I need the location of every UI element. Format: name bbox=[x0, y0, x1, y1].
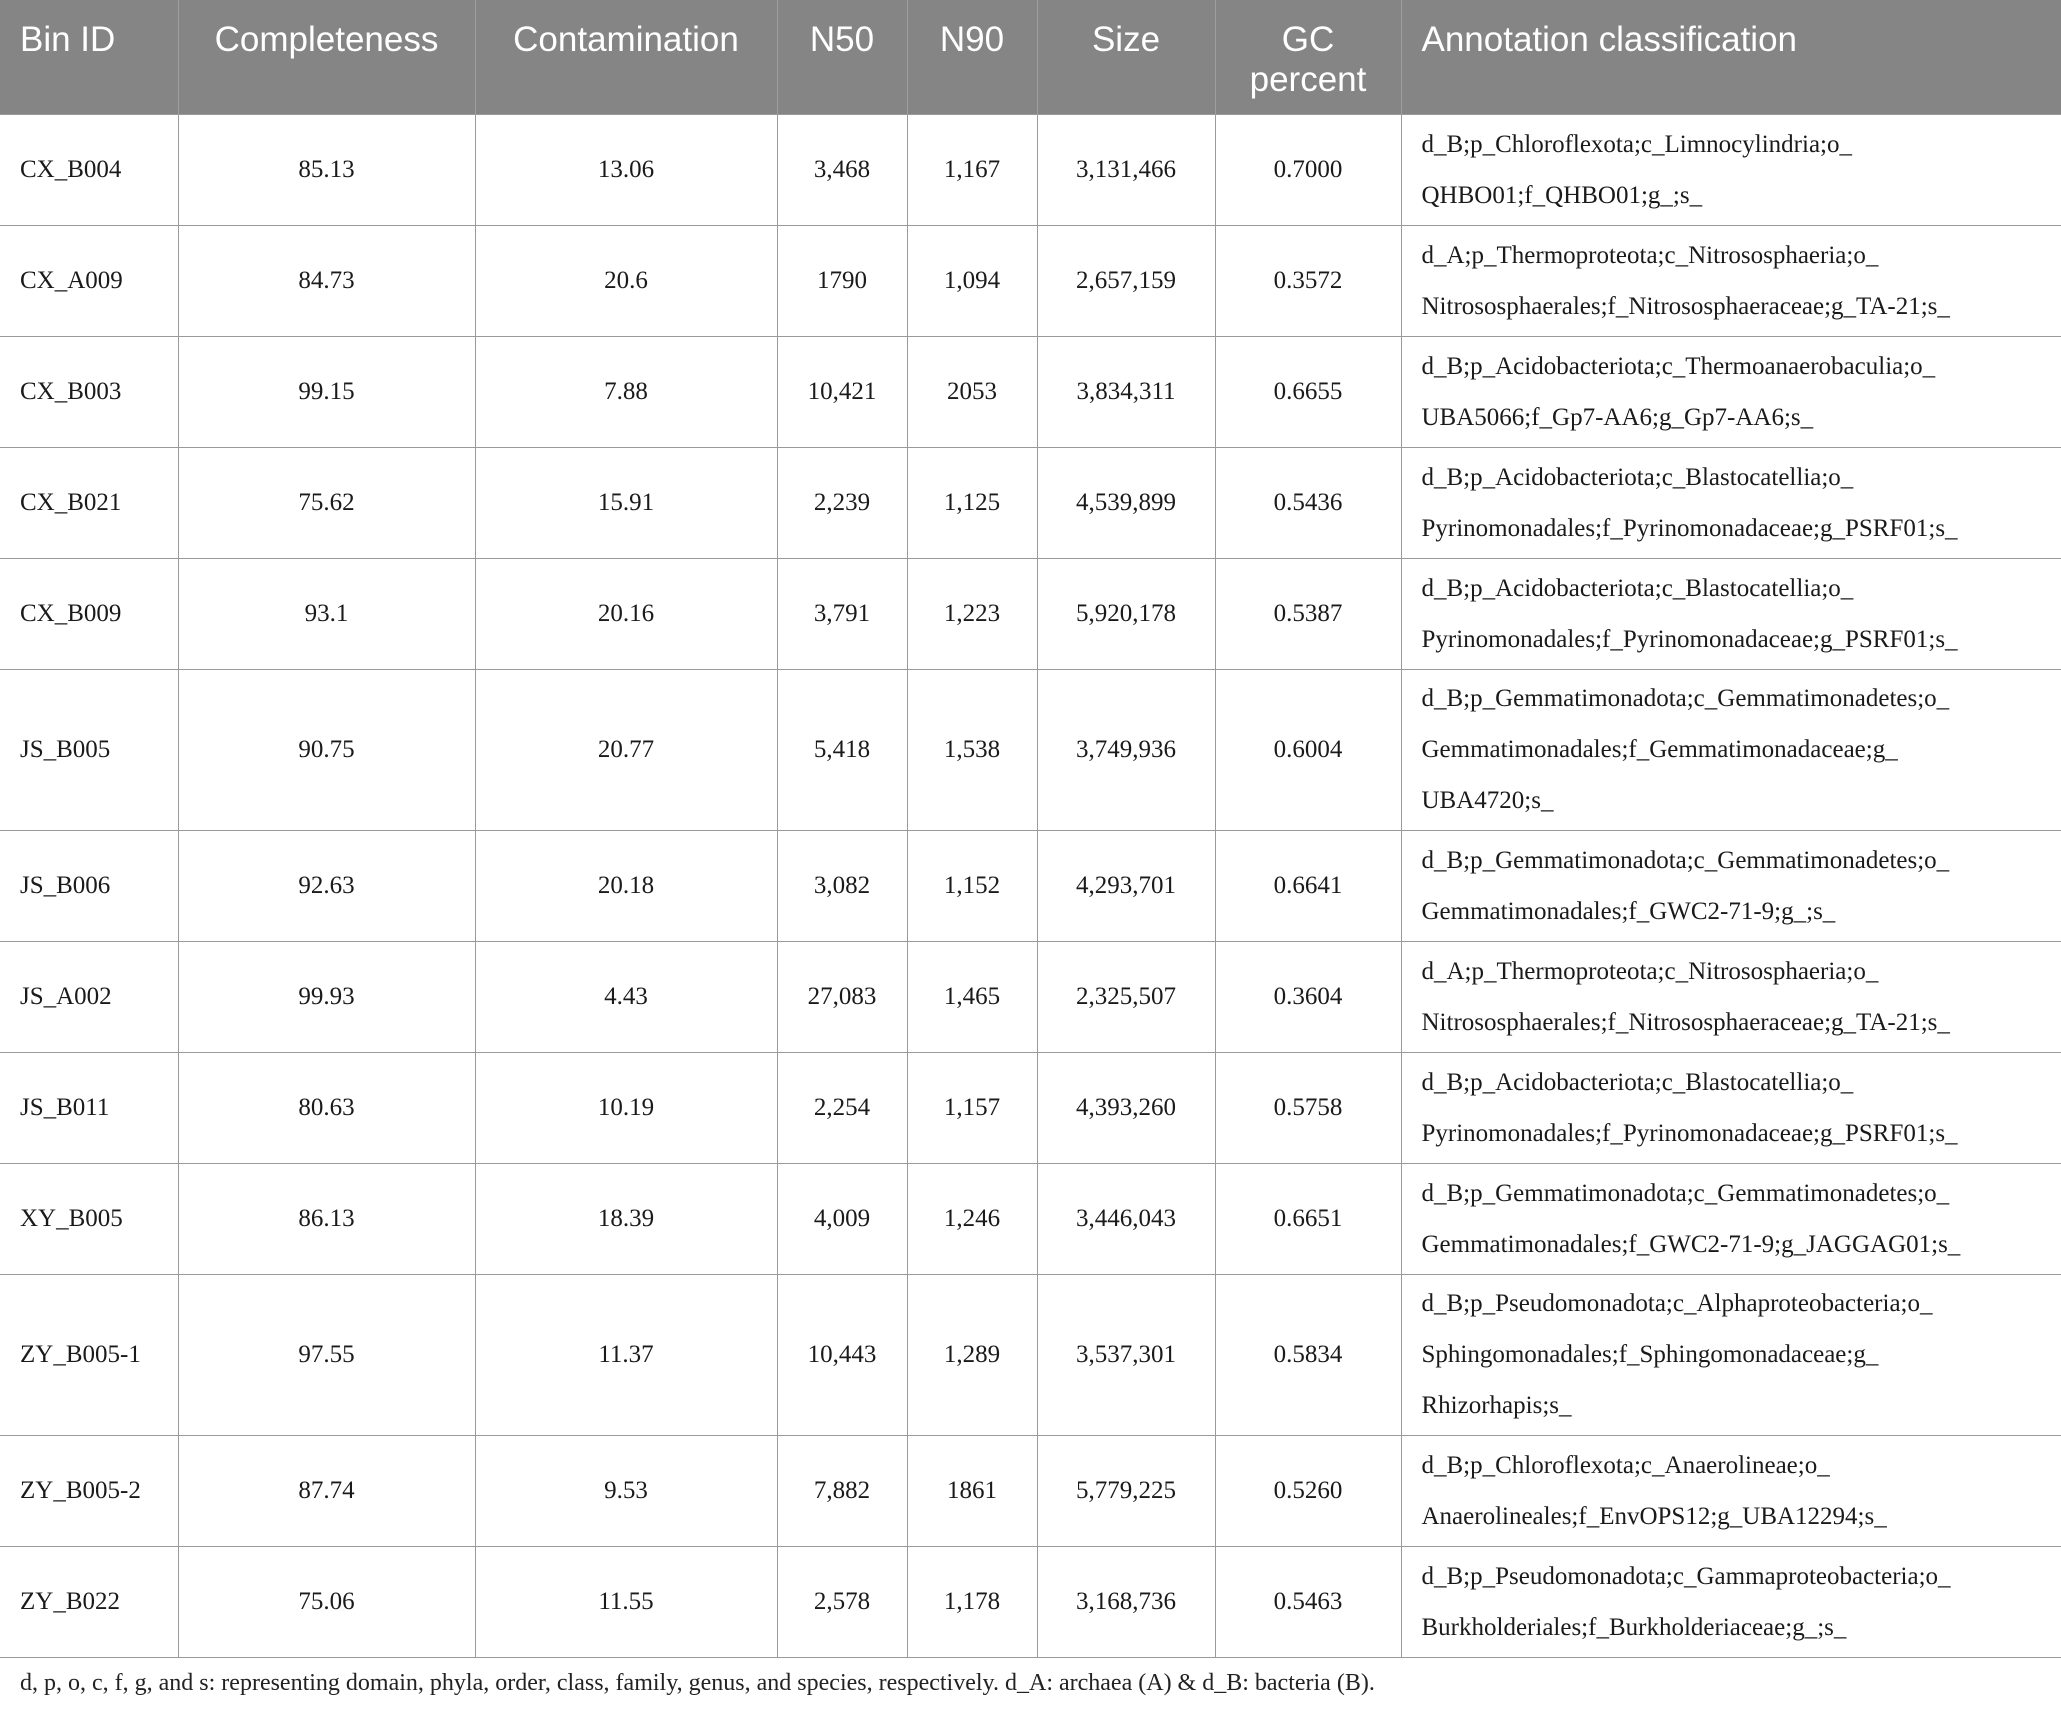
annotation-line: d_B;p_Acidobacteriota;c_Blastocatellia;o_ bbox=[1421, 463, 1854, 491]
cell-annotation bbox=[1401, 669, 2061, 830]
cell-gc-percent: 0.5436 bbox=[1215, 447, 1401, 558]
cell-n50: 4,009 bbox=[777, 1163, 907, 1274]
cell-gc-percent: 0.3604 bbox=[1215, 941, 1401, 1052]
cell-bin-id: CX_B021 bbox=[0, 447, 178, 558]
table-row bbox=[0, 1274, 2061, 1435]
cell-gc-percent: 0.5758 bbox=[1215, 1052, 1401, 1163]
cell-n90: 1,465 bbox=[907, 941, 1037, 1052]
cell-n50: 10,421 bbox=[777, 336, 907, 447]
cell-contamination: 20.6 bbox=[475, 225, 777, 336]
cell-bin-id: ZY_B005-2 bbox=[0, 1435, 178, 1546]
annotation-line: d_B;p_Pseudomonadota;c_Gammaproteobacteria;o_ bbox=[1421, 1562, 1951, 1590]
cell-contamination: 13.06 bbox=[475, 114, 777, 225]
cell-n50: 3,082 bbox=[777, 830, 907, 941]
cell-n50: 1790 bbox=[777, 225, 907, 336]
cell-n50: 27,083 bbox=[777, 941, 907, 1052]
cell-contamination: 10.19 bbox=[475, 1052, 777, 1163]
cell-n90: 1,223 bbox=[907, 558, 1037, 669]
annotation-line: d_B;p_Gemmatimonadota;c_Gemmatimonadetes;o_ bbox=[1421, 685, 1950, 712]
cell-size: 3,749,936 bbox=[1037, 669, 1215, 830]
cell-annotation bbox=[1401, 1163, 2061, 1274]
header-row bbox=[0, 0, 2061, 114]
header-gc-percent: GC percent bbox=[1215, 0, 1401, 114]
cell-annotation bbox=[1401, 830, 2061, 941]
annotation-line: Nitrososphaerales;f_Nitrososphaeraceae;g_TA-21;s_ bbox=[1421, 1008, 1950, 1036]
cell-contamination: 20.18 bbox=[475, 830, 777, 941]
cell-bin-id: CX_B003 bbox=[0, 336, 178, 447]
header-completeness: Completeness bbox=[178, 0, 475, 114]
annotation-line: Burkholderiales;f_Burkholderiaceae;g_;s_ bbox=[1421, 1613, 1847, 1641]
header-n50: N50 bbox=[777, 0, 907, 114]
cell-size: 3,834,311 bbox=[1037, 336, 1215, 447]
cell-contamination: 20.77 bbox=[475, 669, 777, 830]
annotation-line: Pyrinomonadales;f_Pyrinomonadaceae;g_PSRF01;s_ bbox=[1421, 514, 1958, 542]
cell-gc-percent: 0.5260 bbox=[1215, 1435, 1401, 1546]
table-row bbox=[0, 830, 2061, 941]
annotation-line: UBA5066;f_Gp7-AA6;g_Gp7-AA6;s_ bbox=[1421, 403, 1814, 431]
header-annotation: Annotation classification bbox=[1401, 0, 2061, 114]
cell-annotation bbox=[1401, 336, 2061, 447]
cell-completeness: 87.74 bbox=[178, 1435, 475, 1546]
cell-gc-percent: 0.3572 bbox=[1215, 225, 1401, 336]
cell-size: 5,920,178 bbox=[1037, 558, 1215, 669]
annotation-line: Rhizorhapis;s_ bbox=[1421, 1392, 1572, 1419]
annotation-line: d_A;p_Thermoproteota;c_Nitrososphaeria;o_ bbox=[1421, 957, 1879, 985]
annotation-line: Nitrososphaerales;f_Nitrososphaeraceae;g_TA-21;s_ bbox=[1421, 292, 1950, 320]
cell-gc-percent: 0.6641 bbox=[1215, 830, 1401, 941]
cell-annotation bbox=[1401, 1546, 2061, 1657]
cell-completeness: 75.62 bbox=[178, 447, 475, 558]
annotation-line: d_B;p_Acidobacteriota;c_Blastocatellia;o_ bbox=[1421, 574, 1854, 602]
table-row bbox=[0, 225, 2061, 336]
cell-size: 3,537,301 bbox=[1037, 1274, 1215, 1435]
cell-n50: 10,443 bbox=[777, 1274, 907, 1435]
cell-completeness: 93.1 bbox=[178, 558, 475, 669]
cell-completeness: 90.75 bbox=[178, 669, 475, 830]
cell-bin-id: XY_B005 bbox=[0, 1163, 178, 1274]
annotation-line: Anaerolineales;f_EnvOPS12;g_UBA12294;s_ bbox=[1421, 1502, 1887, 1530]
cell-bin-id: ZY_B022 bbox=[0, 1546, 178, 1657]
cell-bin-id: JS_B005 bbox=[0, 669, 178, 830]
cell-completeness: 75.06 bbox=[178, 1546, 475, 1657]
cell-n50: 2,254 bbox=[777, 1052, 907, 1163]
table-row bbox=[0, 336, 2061, 447]
table-footnote: d, p, o, c, f, g, and s: representing domain, phyla, order, class, family, genus, and species, respectively. d_A: archaea (A) & d_B: bacteria (B). bbox=[20, 1670, 1375, 1696]
table-row bbox=[0, 941, 2061, 1052]
table-row bbox=[0, 447, 2061, 558]
cell-size: 4,539,899 bbox=[1037, 447, 1215, 558]
cell-size: 4,393,260 bbox=[1037, 1052, 1215, 1163]
cell-gc-percent: 0.6004 bbox=[1215, 669, 1401, 830]
annotation-line: d_B;p_Gemmatimonadota;c_Gemmatimonadetes;o_ bbox=[1421, 846, 1950, 874]
cell-completeness: 99.93 bbox=[178, 941, 475, 1052]
cell-n90: 1,167 bbox=[907, 114, 1037, 225]
header-bin-id: Bin ID bbox=[0, 0, 178, 114]
table-row bbox=[0, 1435, 2061, 1546]
table-row bbox=[0, 114, 2061, 225]
cell-n90: 1,125 bbox=[907, 447, 1037, 558]
annotation-line: Gemmatimonadales;f_GWC2-71-9;g_;s_ bbox=[1421, 897, 1836, 925]
cell-bin-id: ZY_B005-1 bbox=[0, 1274, 178, 1435]
cell-gc-percent: 0.5463 bbox=[1215, 1546, 1401, 1657]
cell-contamination: 20.16 bbox=[475, 558, 777, 669]
cell-n50: 3,791 bbox=[777, 558, 907, 669]
cell-size: 4,293,701 bbox=[1037, 830, 1215, 941]
table-row bbox=[0, 1546, 2061, 1657]
cell-n90: 1861 bbox=[907, 1435, 1037, 1546]
cell-n90: 1,289 bbox=[907, 1274, 1037, 1435]
cell-completeness: 84.73 bbox=[178, 225, 475, 336]
table-row bbox=[0, 1052, 2061, 1163]
cell-annotation bbox=[1401, 225, 2061, 336]
annotation-line: d_B;p_Acidobacteriota;c_Thermoanaerobaculia;o_ bbox=[1421, 352, 1936, 380]
cell-annotation bbox=[1401, 941, 2061, 1052]
cell-gc-percent: 0.7000 bbox=[1215, 114, 1401, 225]
cell-n90: 1,538 bbox=[907, 669, 1037, 830]
cell-contamination: 11.55 bbox=[475, 1546, 777, 1657]
cell-n90: 1,094 bbox=[907, 225, 1037, 336]
cell-size: 3,168,736 bbox=[1037, 1546, 1215, 1657]
annotation-line: d_B;p_Chloroflexota;c_Anaerolineae;o_ bbox=[1421, 1451, 1830, 1479]
cell-gc-percent: 0.6651 bbox=[1215, 1163, 1401, 1274]
cell-contamination: 7.88 bbox=[475, 336, 777, 447]
header-contamination: Contamination bbox=[475, 0, 777, 114]
cell-completeness: 85.13 bbox=[178, 114, 475, 225]
cell-n50: 3,468 bbox=[777, 114, 907, 225]
table-row bbox=[0, 669, 2061, 830]
cell-gc-percent: 0.5387 bbox=[1215, 558, 1401, 669]
cell-bin-id: CX_B009 bbox=[0, 558, 178, 669]
cell-n90: 1,152 bbox=[907, 830, 1037, 941]
cell-size: 3,131,466 bbox=[1037, 114, 1215, 225]
cell-bin-id: JS_B011 bbox=[0, 1052, 178, 1163]
table-row bbox=[0, 558, 2061, 669]
cell-contamination: 18.39 bbox=[475, 1163, 777, 1274]
cell-completeness: 97.55 bbox=[178, 1274, 475, 1435]
cell-annotation bbox=[1401, 1052, 2061, 1163]
cell-n90: 1,157 bbox=[907, 1052, 1037, 1163]
annotation-line: Pyrinomonadales;f_Pyrinomonadaceae;g_PSRF01;s_ bbox=[1421, 1119, 1958, 1147]
cell-annotation bbox=[1401, 1435, 2061, 1546]
cell-n90: 1,178 bbox=[907, 1546, 1037, 1657]
cell-gc-percent: 0.6655 bbox=[1215, 336, 1401, 447]
annotation-line: Sphingomonadales;f_Sphingomonadaceae;g_ bbox=[1421, 1341, 1879, 1368]
cell-n90: 2053 bbox=[907, 336, 1037, 447]
table-row bbox=[0, 1163, 2061, 1274]
cell-contamination: 4.43 bbox=[475, 941, 777, 1052]
table-body bbox=[0, 114, 2061, 1657]
annotation-line: Pyrinomonadales;f_Pyrinomonadaceae;g_PSRF01;s_ bbox=[1421, 625, 1958, 653]
cell-annotation bbox=[1401, 1274, 2061, 1435]
annotation-line: Gemmatimonadales;f_Gemmatimonadaceae;g_ bbox=[1421, 736, 1898, 763]
annotation-line: d_B;p_Gemmatimonadota;c_Gemmatimonadetes;o_ bbox=[1421, 1179, 1950, 1207]
cell-bin-id: JS_A002 bbox=[0, 941, 178, 1052]
cell-n90: 1,246 bbox=[907, 1163, 1037, 1274]
annotation-line: UBA4720;s_ bbox=[1421, 787, 1554, 814]
cell-n50: 7,882 bbox=[777, 1435, 907, 1546]
cell-completeness: 99.15 bbox=[178, 336, 475, 447]
cell-bin-id: JS_B006 bbox=[0, 830, 178, 941]
cell-contamination: 9.53 bbox=[475, 1435, 777, 1546]
header-n90: N90 bbox=[907, 0, 1037, 114]
cell-gc-percent: 0.5834 bbox=[1215, 1274, 1401, 1435]
cell-annotation bbox=[1401, 447, 2061, 558]
cell-annotation bbox=[1401, 558, 2061, 669]
cell-n50: 2,239 bbox=[777, 447, 907, 558]
cell-bin-id: CX_A009 bbox=[0, 225, 178, 336]
cell-size: 2,657,159 bbox=[1037, 225, 1215, 336]
cell-completeness: 92.63 bbox=[178, 830, 475, 941]
cell-n50: 2,578 bbox=[777, 1546, 907, 1657]
cell-size: 2,325,507 bbox=[1037, 941, 1215, 1052]
cell-completeness: 86.13 bbox=[178, 1163, 475, 1274]
annotation-line: d_B;p_Pseudomonadota;c_Alphaproteobacteria;o_ bbox=[1421, 1290, 1933, 1317]
cell-bin-id: CX_B004 bbox=[0, 114, 178, 225]
cell-annotation bbox=[1401, 114, 2061, 225]
cell-size: 3,446,043 bbox=[1037, 1163, 1215, 1274]
annotation-line: QHBO01;f_QHBO01;g_;s_ bbox=[1421, 181, 1703, 209]
cell-n50: 5,418 bbox=[777, 669, 907, 830]
annotation-line: d_B;p_Acidobacteriota;c_Blastocatellia;o_ bbox=[1421, 1068, 1854, 1096]
cell-contamination: 11.37 bbox=[475, 1274, 777, 1435]
annotation-line: d_B;p_Chloroflexota;c_Limnocylindria;o_ bbox=[1421, 130, 1852, 158]
cell-completeness: 80.63 bbox=[178, 1052, 475, 1163]
annotation-line: Gemmatimonadales;f_GWC2-71-9;g_JAGGAG01;s_ bbox=[1421, 1230, 1961, 1258]
header-size: Size bbox=[1037, 0, 1215, 114]
cell-contamination: 15.91 bbox=[475, 447, 777, 558]
cell-size: 5,779,225 bbox=[1037, 1435, 1215, 1546]
annotation-line: d_A;p_Thermoproteota;c_Nitrososphaeria;o_ bbox=[1421, 241, 1879, 269]
